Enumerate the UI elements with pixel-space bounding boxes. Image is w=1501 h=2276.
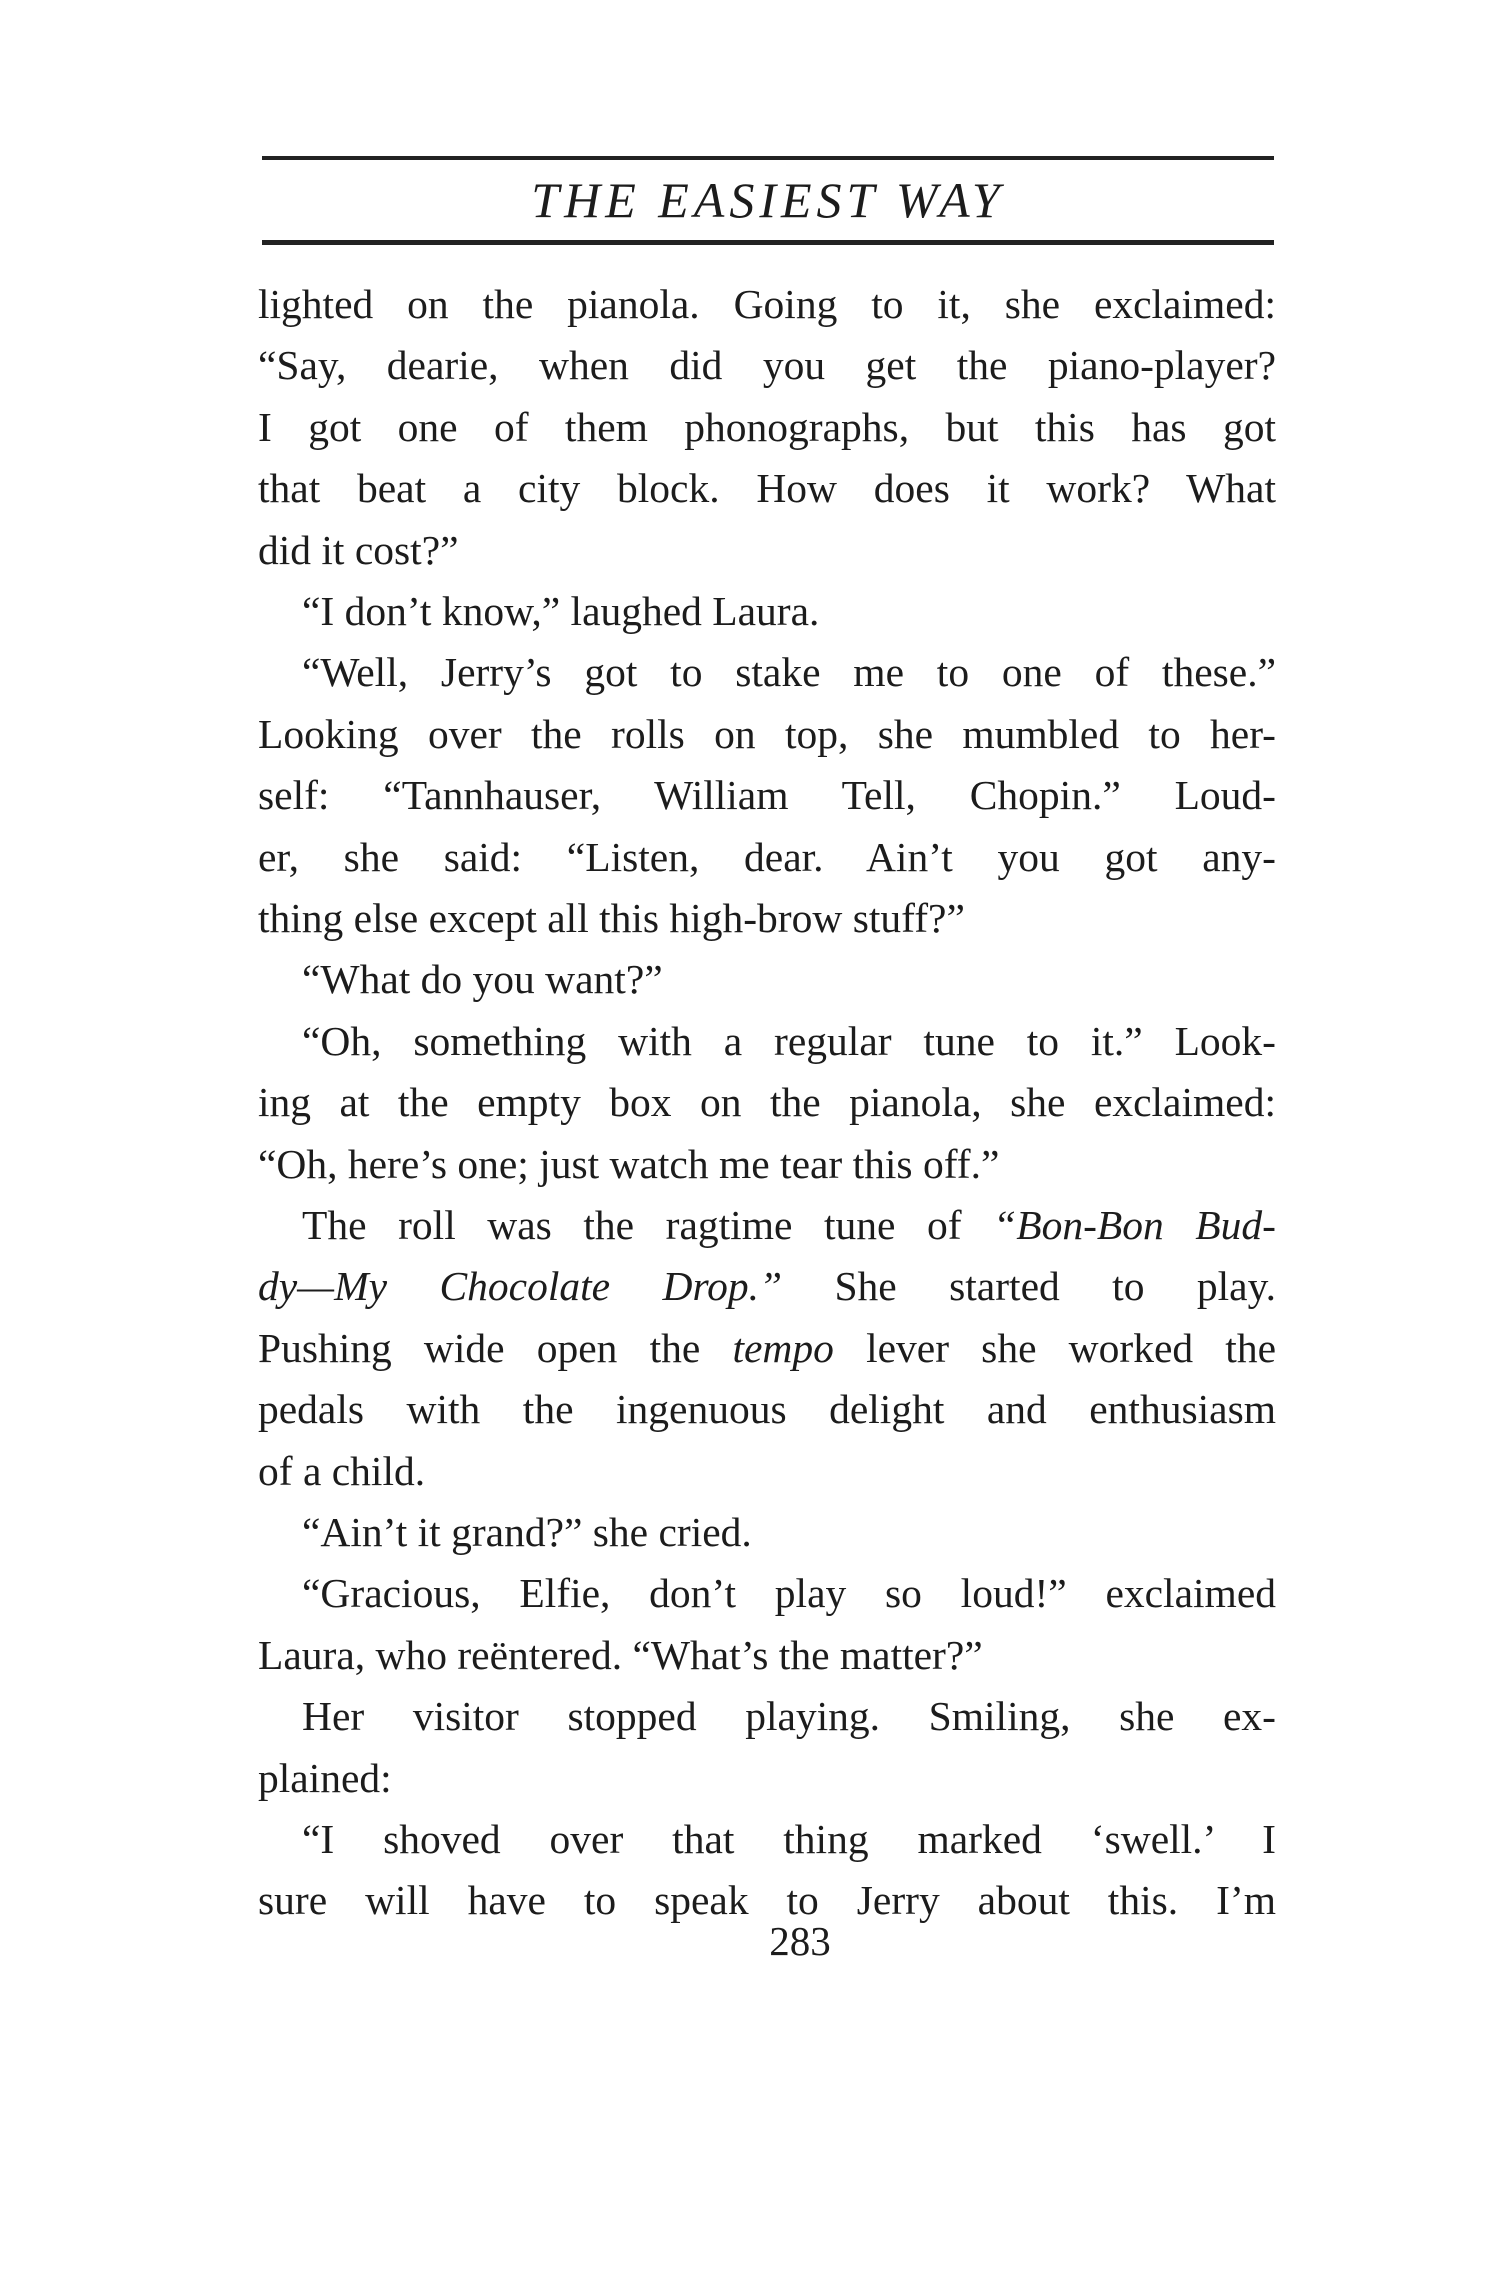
text-line: lighted on the pianola. Going to it, she exclaimed: bbox=[258, 281, 1276, 327]
text-span: lever she worked the bbox=[833, 1324, 1276, 1371]
text-line: “What do you want?” bbox=[302, 956, 663, 1003]
text-line: Her visitor stopped playing. Smiling, she ex- bbox=[302, 1693, 1276, 1740]
text-line: of a child. bbox=[258, 1447, 426, 1494]
running-head: THE EASIEST WAY bbox=[531, 172, 1005, 228]
page-number: 283 bbox=[769, 1918, 831, 1964]
text-line bbox=[258, 1260, 1276, 1312]
text-line: “Well, Jerry’s got to stake me to one of these.” bbox=[302, 649, 1276, 696]
text-line: “Oh, here’s one; just watch me tear this off.” bbox=[258, 1140, 1000, 1187]
text-line: that beat a city block. How does it work? What bbox=[258, 465, 1276, 512]
text-line: I got one of them phonographs, but this has got bbox=[258, 403, 1276, 450]
text-line: “Oh, something with a regular tune to it.” Look- bbox=[302, 1017, 1276, 1064]
text-line bbox=[302, 1199, 1276, 1251]
text-line: Looking over the rolls on top, she mumbled to her- bbox=[258, 710, 1276, 757]
text-span: She started to play. bbox=[782, 1263, 1276, 1310]
text-span: The roll was the ragtime tune of bbox=[302, 1202, 994, 1248]
header-rule-top bbox=[262, 156, 1274, 160]
text-line: Laura, who reëntered. “What’s the matter?” bbox=[258, 1631, 983, 1678]
header-rule-bottom bbox=[262, 240, 1274, 245]
text-line: self: “Tannhauser, William Tell, Chopin.” Loud- bbox=[258, 772, 1276, 819]
text-line: “Ain’t it grand?” she cried. bbox=[302, 1509, 752, 1555]
italic-span: dy—My Chocolate Drop.” bbox=[258, 1263, 783, 1310]
text-line: ing at the empty box on the pianola, she exclaimed: bbox=[258, 1079, 1276, 1126]
text-line: pedals with the ingenuous delight and enthusiasm bbox=[258, 1386, 1276, 1433]
text-line bbox=[258, 1322, 1276, 1374]
text-line: “I don’t know,” laughed Laura. bbox=[302, 588, 820, 634]
text-line: “I shoved over that thing marked ‘swell.’ I bbox=[302, 1816, 1276, 1862]
italic-span: tempo bbox=[732, 1324, 834, 1371]
text-line: did it cost?” bbox=[258, 526, 459, 573]
text-line: plained: bbox=[258, 1754, 392, 1801]
text-line: thing else except all this high-brow stuff?” bbox=[258, 895, 965, 941]
text-line: “Say, dearie, when did you get the piano-player? bbox=[258, 342, 1276, 389]
italic-span: “Bon-Bon Bud- bbox=[993, 1202, 1276, 1248]
text-line: “Gracious, Elfie, don’t play so loud!” exclaimed bbox=[302, 1570, 1276, 1617]
text-line: er, she said: “Listen, dear. Ain’t you got any- bbox=[258, 833, 1276, 880]
text-span: Pushing wide open the bbox=[258, 1324, 733, 1371]
text-line: sure will have to speak to Jerry about this. I’m bbox=[258, 1877, 1276, 1924]
